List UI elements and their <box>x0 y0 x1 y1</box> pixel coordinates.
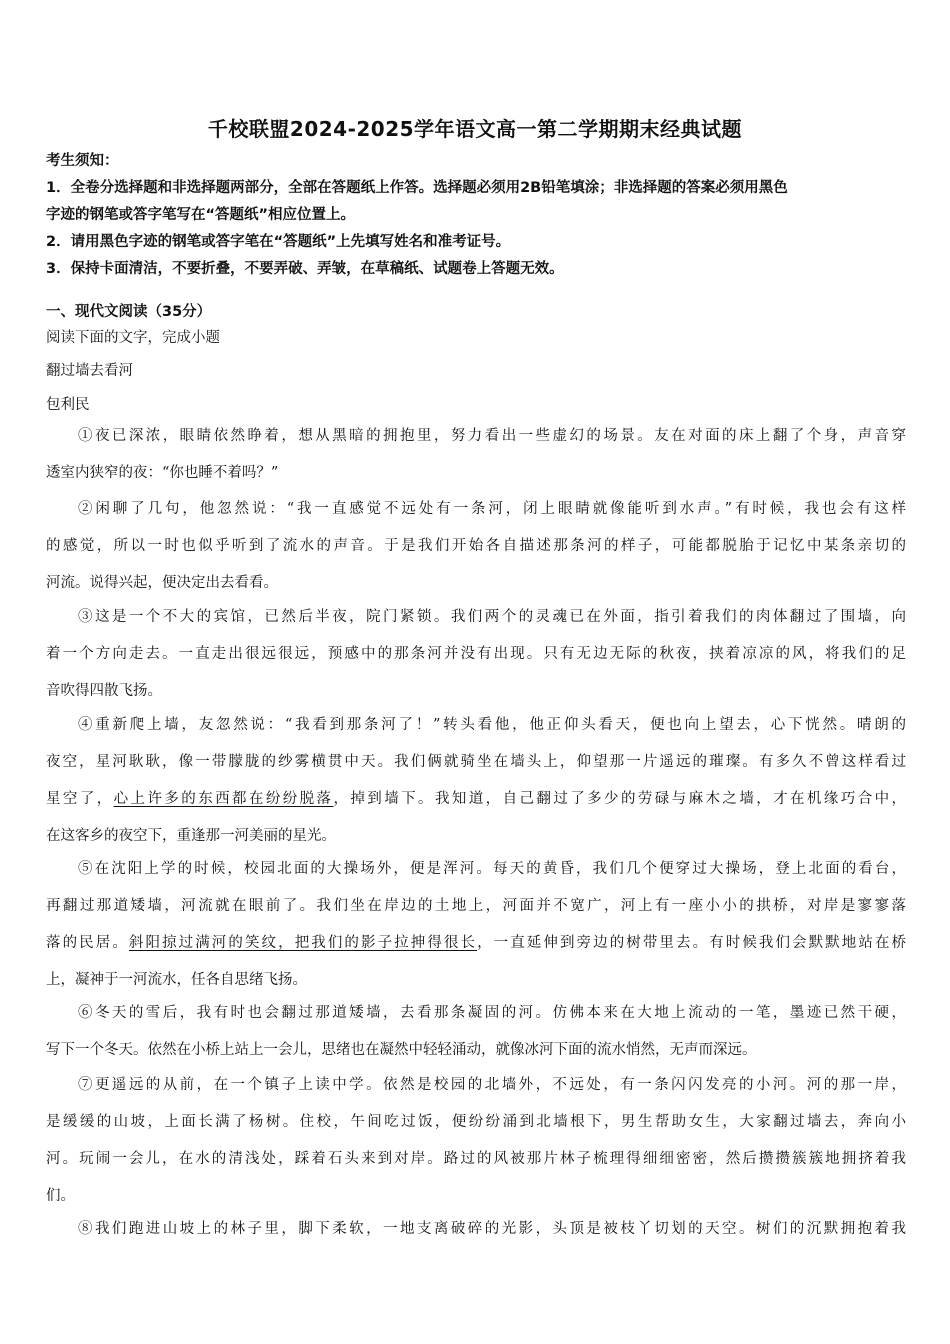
notice-item-1-line-2: 字迹的钢笔或答字笔写在“答题纸”相应位置上。 <box>46 207 356 223</box>
paragraph-line: ⑧我们跑进山坡上的林子里，脚下柔软，一地支离破碎的光影，头顶是被枝丫切划的天空。树们的沉默拥抱着我 <box>78 1221 906 1237</box>
paragraph-line: ④重新爬上墙，友忽然说：“我看到那条河了！”转头看他，他正仰头看天，便也向上望去，心下恍然。晴朗的 <box>78 717 906 733</box>
notice-item-2: 2．请用黑色字迹的钢笔或答字笔在“答题纸”上先填写姓名和准考证号。 <box>46 234 511 250</box>
paragraph-line: 们。 <box>46 1188 75 1204</box>
underlined-sentence: 斜阳掠过满河的笑纹，把我们的影子拉抻得很长 <box>128 935 478 951</box>
paragraph-line: ②闲聊了几句，他忽然说：“我一直感觉不远处有一条河，闭上眼睛就像能听到水声。”有时候，我也会有这样 <box>78 501 906 517</box>
paragraph-2 <box>46 491 906 602</box>
page-title: 千校联盟2024-2025学年语文高一第二学期期末经典试题 <box>207 117 743 141</box>
paragraph-1 <box>46 418 906 492</box>
paragraph-4 <box>46 707 906 855</box>
paragraph-line: ⑦更遥远的从前，在一个镇子上读中学。依然是校园的北墙外，不远处，有一条闪闪发亮的小河。河的那一岸， <box>78 1077 906 1093</box>
text-segment: ，掉到墙下。我知道，自己翻过了多少的劳碌与麻木之墙，才在机缘巧合中， <box>333 791 907 807</box>
text-segment: ，一直延伸到旁边的树带里去。有时候我们会默默地站在桥 <box>477 935 907 951</box>
paragraph-line: 在这客乡的夜空下，重逢那一河美丽的星光。 <box>46 828 336 844</box>
paragraph-line: 音吹得四散飞扬。 <box>46 683 162 699</box>
underlined-sentence: 心上许多的东西都在纷纷脱落 <box>113 791 334 807</box>
paragraph-7 <box>46 1067 906 1215</box>
paragraph-3 <box>46 599 906 710</box>
section-heading: 一、现代文阅读（35分） <box>46 304 212 320</box>
paragraph-line: 河流。说得兴起，便决定出去看看。 <box>46 575 278 591</box>
text-segment: 星空了， <box>46 791 114 807</box>
paragraph-line: 着一个方向走去。一直走出很远很远，预感中的那条河并没有出现。只有无边无际的秋夜，挟着凉凉的风，将我们的足 <box>46 646 906 662</box>
paragraph-line: 夜空，星河耿耿，像一带朦胧的纱雾横贯中天。我们俩就骑坐在墙头上，仰望那一片遥远的璀璨。有多久不曾这样看过 <box>46 754 906 770</box>
paragraph-line: ①夜已深浓，眼睛依然睁着，想从黑暗的拥抱里，努力看出一些虚幻的场景。友在对面的床上翻了个身，声音穿 <box>78 428 906 444</box>
paragraph-6 <box>46 995 906 1069</box>
paragraph-5 <box>46 851 906 999</box>
notice-item-3: 3．保持卡面清洁，不要折叠，不要弄破、弄皱，在草稿纸、试题卷上答题无效。 <box>46 261 564 277</box>
article-author: 包利民 <box>46 397 90 413</box>
paragraph-line: 上，凝神于一河流水，任各自思绪飞扬。 <box>46 972 307 988</box>
paragraph-line: 河。玩闹一会儿，在水的清浅处，踩着石头来到对岸。路过的风被那片林子梳理得细细密密，然后攒攒簇簇地拥挤着我 <box>46 1151 906 1167</box>
paragraph-8 <box>46 1211 906 1248</box>
exam-notice <box>46 148 906 283</box>
paragraph-line: 写下一个冬天。依然在小桥上站上一会儿，思绪也在凝然中轻轻涌动，就像冰河下面的流水悄然，无声而深远。 <box>46 1042 757 1058</box>
paragraph-line: ③这是一个不大的宾馆，已然后半夜，院门紧锁。我们两个的灵魂已在外面，指引着我们的肉体翻过了围墙，向 <box>78 609 906 625</box>
paragraph-line <box>46 925 906 962</box>
reading-instruction: 阅读下面的文字，完成小题 <box>46 330 220 346</box>
paragraph-line: 是缓缓的山坡，上面长满了杨树。住校，午间吃过饭，便纷纷涌到北墙根下，男生帮助女生，大家翻过墙去，奔向小 <box>46 1114 906 1130</box>
paragraph-line: ⑤在沈阳上学的时候，校园北面的大操场外，便是浑河。每天的黄昏，我们几个便穿过大操场，登上北面的看台， <box>78 861 906 877</box>
paragraph-line <box>46 781 906 818</box>
paragraph-line: 再翻过那道矮墙，河流就在眼前了。我们坐在岸边的土地上，河面并不宽广，河上有一座小小的拱桥，对岸是寥寥落 <box>46 898 906 914</box>
text-segment: 落的民居。 <box>46 935 129 951</box>
paragraph-line: 透室内狭窄的夜：“你也睡不着吗？” <box>46 465 279 481</box>
notice-item-1-line-1: 1．全卷分选择题和非选择题两部分，全部在答题纸上作答。选择题必须用2B铅笔填涂；非选择题的答案必须用黑色 <box>46 180 788 196</box>
notice-heading: 考生须知： <box>46 153 119 169</box>
article-title: 翻过墙去看河 <box>46 363 133 379</box>
paragraph-line: ⑥冬天的雪后，我有时也会翻过那道矮墙，去看那条凝固的河。仿佛本来在大地上流动的一笔，墨迹已然干硬， <box>78 1005 906 1021</box>
paragraph-line: 的感觉，所以一时也似乎听到了流水的声音。于是我们开始各自描述那条河的样子，可能都脱胎于记忆中某条亲切的 <box>46 538 906 554</box>
